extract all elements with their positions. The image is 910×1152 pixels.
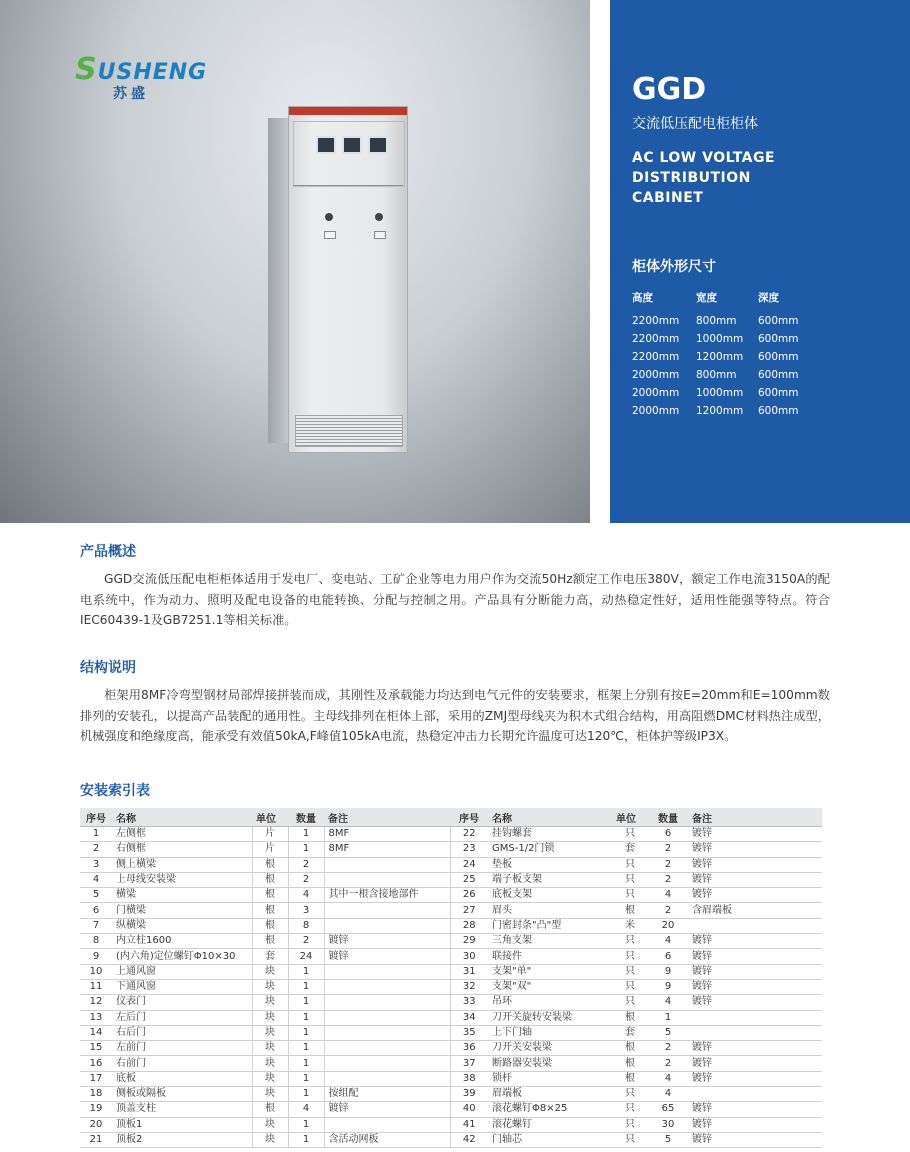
table-cell: 23 <box>450 842 488 857</box>
table-row <box>80 1102 822 1117</box>
table-cell: 14 <box>80 1025 112 1040</box>
table-cell: 1 <box>80 827 112 842</box>
table-cell: (内六角)定位螺钉Φ10×30 <box>112 949 252 964</box>
table-cell: 镀锌 <box>688 1132 822 1147</box>
table-cell: 10 <box>80 964 112 979</box>
table-cell: 镀锌 <box>688 1041 822 1056</box>
table-cell: 刀开关安装梁 <box>488 1041 612 1056</box>
dim-cell: 1200mm <box>696 405 744 417</box>
table-header-cell: 单位 <box>612 808 648 827</box>
table-cell: 根 <box>252 903 288 918</box>
dim-cell: 800mm <box>696 315 737 327</box>
table-cell <box>324 857 450 872</box>
table-row <box>80 1071 822 1086</box>
table-cell: 镀锌 <box>324 1102 450 1117</box>
dim-header-depth: 深度 <box>758 292 779 304</box>
overview-title: 产品概述 <box>80 544 136 560</box>
table-cell: 25 <box>450 872 488 887</box>
table-cell: 含活动网板 <box>324 1132 450 1147</box>
table-cell: 只 <box>612 964 648 979</box>
table-header-cell: 备注 <box>324 808 450 827</box>
table-cell: 2 <box>80 842 112 857</box>
cabinet-illustration <box>288 106 408 453</box>
table-cell: 9 <box>80 949 112 964</box>
table-row <box>80 1056 822 1071</box>
table-cell: 联接件 <box>488 949 612 964</box>
table-cell: 只 <box>612 949 648 964</box>
table-cell: 块 <box>252 964 288 979</box>
table-cell: 1 <box>288 842 324 857</box>
install-index-table <box>80 808 822 1148</box>
table-cell: GMS-1/2门锁 <box>488 842 612 857</box>
table-cell <box>688 1087 822 1102</box>
table-cell: 镀锌 <box>688 872 822 887</box>
dim-cell: 2000mm <box>632 387 680 399</box>
table-cell: 只 <box>612 1117 648 1132</box>
table-cell: 18 <box>80 1087 112 1102</box>
table-cell: 4 <box>648 1071 688 1086</box>
table-cell: 4 <box>648 934 688 949</box>
table-cell: 上通风窗 <box>112 964 252 979</box>
table-cell: 端子板支架 <box>488 872 612 887</box>
table-cell: 2 <box>648 903 688 918</box>
index-table-title: 安装索引表 <box>80 783 150 799</box>
table-cell: 2 <box>648 857 688 872</box>
model-subtitle-en: AC LOW VOLTAGE DISTRIBUTION CABINET <box>632 150 776 206</box>
table-cell: 5 <box>80 888 112 903</box>
table-cell: 3 <box>288 903 324 918</box>
dim-cell: 2200mm <box>632 333 680 345</box>
table-cell: 块 <box>252 1117 288 1132</box>
table-cell: 片 <box>252 842 288 857</box>
model-title: GGD <box>632 72 707 107</box>
table-cell: 镀锌 <box>688 1102 822 1117</box>
table-cell: 根 <box>252 872 288 887</box>
table-cell: 1 <box>288 1087 324 1102</box>
table-cell: 刀开关旋转安装梁 <box>488 1010 612 1025</box>
table-cell: 套 <box>252 949 288 964</box>
table-cell: 镀锌 <box>688 949 822 964</box>
table-cell: 下通风窗 <box>112 979 252 994</box>
table-cell: 镀锌 <box>688 857 822 872</box>
table-row <box>80 964 822 979</box>
dim-cell: 1000mm <box>696 387 744 399</box>
table-cell: 镀锌 <box>688 842 822 857</box>
table-cell: 根 <box>252 934 288 949</box>
table-cell <box>324 1117 450 1132</box>
table-cell: 块 <box>252 995 288 1010</box>
table-cell: 左后门 <box>112 1010 252 1025</box>
table-cell: 4 <box>648 888 688 903</box>
table-cell <box>324 1041 450 1056</box>
table-cell: 纵横梁 <box>112 918 252 933</box>
table-cell <box>324 1056 450 1071</box>
table-cell: 41 <box>450 1117 488 1132</box>
dim-cell: 1000mm <box>696 333 744 345</box>
table-cell: 内立柱1600 <box>112 934 252 949</box>
table-header-cell: 名称 <box>488 808 612 827</box>
table-cell: 1 <box>648 1010 688 1025</box>
table-cell: 支架"单" <box>488 964 612 979</box>
table-cell: 右前门 <box>112 1056 252 1071</box>
structure-text: 柜架用8MF冷弯型钢材局部焊接拼装而成，其刚性及承载能力均达到电气元件的安装要求，框架上分别有按E=20mm和E=100mm数排列的安装孔，以提高产品装配的通用性。主母线排列在柜体上部，采用的ZMJ型母线夹为积木式组合结构，用高阻燃DMC材料热注成型，机械强度和绝缘度高，能承受有效值50kA,F峰值105kA电流，热稳定冲击力长期允许温度可达120℃，柜体护等级IP3X。 <box>80 688 830 743</box>
table-header-cell: 备注 <box>688 808 822 827</box>
table-cell: 底板支架 <box>488 888 612 903</box>
company-logo: SUSHENG 苏盛 <box>75 52 208 102</box>
dim-cell: 600mm <box>758 333 799 345</box>
table-cell: 块 <box>252 1132 288 1147</box>
table-cell: 顶板2 <box>112 1132 252 1147</box>
table-cell: 6 <box>80 903 112 918</box>
table-cell: 1 <box>288 1056 324 1071</box>
table-cell: 根 <box>252 918 288 933</box>
table-cell: 顶盖支柱 <box>112 1102 252 1117</box>
dim-cell: 2000mm <box>632 369 680 381</box>
table-cell <box>324 1010 450 1025</box>
table-cell: 8MF <box>324 842 450 857</box>
table-cell: 只 <box>612 934 648 949</box>
table-cell: 门横梁 <box>112 903 252 918</box>
table-cell: 22 <box>450 827 488 842</box>
table-cell: 米 <box>612 918 648 933</box>
table-cell: 根 <box>252 1102 288 1117</box>
table-cell: 只 <box>612 857 648 872</box>
table-row <box>80 949 822 964</box>
dim-cell: 1200mm <box>696 351 744 363</box>
table-cell: 8 <box>288 918 324 933</box>
table-cell: 右后门 <box>112 1025 252 1040</box>
model-subtitle-cn: 交流低压配电柜柜体 <box>632 116 758 132</box>
table-row <box>80 1117 822 1132</box>
table-cell <box>324 995 450 1010</box>
table-header-cell: 数量 <box>288 808 324 827</box>
table-cell: 1 <box>288 1132 324 1147</box>
table-cell: 镀锌 <box>688 1071 822 1086</box>
table-cell <box>324 872 450 887</box>
dim-cell: 2200mm <box>632 351 680 363</box>
table-cell: 34 <box>450 1010 488 1025</box>
dim-cell: 800mm <box>696 369 737 381</box>
table-cell: 1 <box>288 1071 324 1086</box>
table-cell: 17 <box>80 1071 112 1086</box>
table-cell: 27 <box>450 903 488 918</box>
table-row <box>80 857 822 872</box>
table-cell: 24 <box>288 949 324 964</box>
table-row <box>80 842 822 857</box>
table-cell <box>324 964 450 979</box>
table-cell: 20 <box>648 918 688 933</box>
table-cell: 35 <box>450 1025 488 1040</box>
table-cell: 31 <box>450 964 488 979</box>
table-row <box>80 903 822 918</box>
table-row <box>80 1025 822 1040</box>
table-cell: 13 <box>80 1010 112 1025</box>
table-cell <box>324 1071 450 1086</box>
table-row <box>80 1041 822 1056</box>
table-cell: 19 <box>80 1102 112 1117</box>
table-cell: 门密封条"凸"型 <box>488 918 612 933</box>
table-cell: 2 <box>648 842 688 857</box>
table-cell: 2 <box>288 872 324 887</box>
table-row <box>80 934 822 949</box>
table-cell: 1 <box>288 979 324 994</box>
table-cell: 9 <box>648 979 688 994</box>
table-cell: 11 <box>80 979 112 994</box>
table-cell: 镀锌 <box>688 964 822 979</box>
table-header-cell: 序号 <box>450 808 488 827</box>
table-cell: 42 <box>450 1132 488 1147</box>
table-cell: 32 <box>450 979 488 994</box>
table-cell: 24 <box>450 857 488 872</box>
table-cell: 2 <box>648 1041 688 1056</box>
table-cell: 根 <box>612 1041 648 1056</box>
table-cell: 块 <box>252 1025 288 1040</box>
table-cell: 根 <box>252 857 288 872</box>
table-cell: 4 <box>80 872 112 887</box>
table-row <box>80 1087 822 1102</box>
table-cell: 挂钩螺套 <box>488 827 612 842</box>
table-cell <box>324 1025 450 1040</box>
table-cell: 40 <box>450 1102 488 1117</box>
table-cell: 按组配 <box>324 1087 450 1102</box>
table-cell <box>688 1025 822 1040</box>
table-cell: 根 <box>612 1071 648 1086</box>
table-cell: 1 <box>288 1117 324 1132</box>
table-cell: 三角支架 <box>488 934 612 949</box>
table-cell: 底板 <box>112 1071 252 1086</box>
table-cell <box>324 918 450 933</box>
table-cell: 1 <box>288 1025 324 1040</box>
table-cell: 门轴芯 <box>488 1132 612 1147</box>
table-cell: 只 <box>612 1102 648 1117</box>
dim-cell: 600mm <box>758 351 799 363</box>
table-cell <box>688 1010 822 1025</box>
table-cell: 镀锌 <box>688 995 822 1010</box>
table-cell <box>324 903 450 918</box>
table-cell: 2 <box>288 857 324 872</box>
table-cell: 断路器安装梁 <box>488 1056 612 1071</box>
table-cell: 根 <box>612 903 648 918</box>
dim-cell: 2000mm <box>632 405 680 417</box>
table-cell: 26 <box>450 888 488 903</box>
table-cell: 1 <box>288 995 324 1010</box>
table-cell: 滚花螺钉Φ8×25 <box>488 1102 612 1117</box>
table-cell: 7 <box>80 918 112 933</box>
table-cell: 含眉端板 <box>688 903 822 918</box>
table-cell: 29 <box>450 934 488 949</box>
product-info-panel <box>610 0 910 523</box>
table-cell: 顶板1 <box>112 1117 252 1132</box>
table-cell: 只 <box>612 888 648 903</box>
table-cell: 39 <box>450 1087 488 1102</box>
table-cell: 36 <box>450 1041 488 1056</box>
table-header-cell: 名称 <box>112 808 252 827</box>
table-row <box>80 995 822 1010</box>
table-cell: 镀锌 <box>688 979 822 994</box>
table-cell: 28 <box>450 918 488 933</box>
table-cell: 根 <box>612 1010 648 1025</box>
table-cell: 套 <box>612 1025 648 1040</box>
dim-header-height: 高度 <box>632 292 653 304</box>
table-cell: 左前门 <box>112 1041 252 1056</box>
table-cell: 2 <box>288 934 324 949</box>
table-cell: 4 <box>648 995 688 1010</box>
table-cell: 镀锌 <box>688 888 822 903</box>
table-cell: 吊环 <box>488 995 612 1010</box>
table-cell <box>688 918 822 933</box>
table-cell: 30 <box>450 949 488 964</box>
table-cell: 9 <box>648 964 688 979</box>
table-cell: 块 <box>252 1087 288 1102</box>
table-cell: 20 <box>80 1117 112 1132</box>
table-cell: 镀锌 <box>688 934 822 949</box>
table-cell: 只 <box>612 872 648 887</box>
table-cell: 3 <box>80 857 112 872</box>
table-cell: 镀锌 <box>324 949 450 964</box>
table-cell: 21 <box>80 1132 112 1147</box>
table-cell: 锁杆 <box>488 1071 612 1086</box>
table-cell: 33 <box>450 995 488 1010</box>
table-cell: 块 <box>252 1041 288 1056</box>
table-cell: 眉头 <box>488 903 612 918</box>
table-cell: 块 <box>252 1071 288 1086</box>
table-cell: 1 <box>288 1041 324 1056</box>
table-row <box>80 888 822 903</box>
product-photo <box>0 0 590 523</box>
table-cell: 只 <box>612 1087 648 1102</box>
table-cell <box>324 979 450 994</box>
table-cell: 根 <box>612 1056 648 1071</box>
table-cell: 1 <box>288 1010 324 1025</box>
table-cell: 眉端板 <box>488 1087 612 1102</box>
table-cell: 1 <box>288 964 324 979</box>
table-cell: 5 <box>648 1025 688 1040</box>
table-cell: 右侧框 <box>112 842 252 857</box>
table-cell: 1 <box>288 827 324 842</box>
table-cell: 镀锌 <box>688 827 822 842</box>
dim-header-width: 宽度 <box>696 292 717 304</box>
table-cell: 块 <box>252 979 288 994</box>
table-cell: 只 <box>612 1132 648 1147</box>
table-cell: 8MF <box>324 827 450 842</box>
table-cell: 侧板或隔板 <box>112 1087 252 1102</box>
table-cell: 块 <box>252 1010 288 1025</box>
table-cell: 其中一根含接地部件 <box>324 888 450 903</box>
table-row <box>80 827 822 842</box>
table-cell: 套 <box>612 842 648 857</box>
table-cell: 片 <box>252 827 288 842</box>
table-row <box>80 918 822 933</box>
table-row <box>80 1010 822 1025</box>
table-cell: 只 <box>612 827 648 842</box>
table-cell: 上母线安装梁 <box>112 872 252 887</box>
table-cell: 5 <box>648 1132 688 1147</box>
table-cell: 37 <box>450 1056 488 1071</box>
table-row <box>80 979 822 994</box>
table-cell: 垫板 <box>488 857 612 872</box>
table-row <box>80 1132 822 1147</box>
table-cell: 16 <box>80 1056 112 1071</box>
table-cell: 6 <box>648 827 688 842</box>
table-cell: 30 <box>648 1117 688 1132</box>
table-cell: 2 <box>648 872 688 887</box>
table-cell: 滚花螺钉 <box>488 1117 612 1132</box>
table-header-cell: 单位 <box>252 808 288 827</box>
table-row <box>80 872 822 887</box>
table-cell: 左侧框 <box>112 827 252 842</box>
table-cell: 8 <box>80 934 112 949</box>
table-cell: 根 <box>252 888 288 903</box>
cabinet-side-panel <box>268 118 288 443</box>
table-cell: 镀锌 <box>324 934 450 949</box>
dim-cell: 600mm <box>758 315 799 327</box>
table-cell: 12 <box>80 995 112 1010</box>
structure-title: 结构说明 <box>80 660 136 676</box>
table-cell: 块 <box>252 1056 288 1071</box>
dim-cell: 600mm <box>758 405 799 417</box>
table-cell: 横梁 <box>112 888 252 903</box>
table-cell: 4 <box>288 888 324 903</box>
dim-cell: 600mm <box>758 387 799 399</box>
table-cell: 支架"双" <box>488 979 612 994</box>
table-cell: 仪表门 <box>112 995 252 1010</box>
table-cell: 2 <box>648 1056 688 1071</box>
table-cell: 上下门轴 <box>488 1025 612 1040</box>
dim-cell: 2200mm <box>632 315 680 327</box>
table-cell: 镀锌 <box>688 1056 822 1071</box>
table-header-cell: 数量 <box>648 808 688 827</box>
table-cell: 4 <box>288 1102 324 1117</box>
table-cell: 镀锌 <box>688 1117 822 1132</box>
table-cell: 只 <box>612 995 648 1010</box>
table-cell: 15 <box>80 1041 112 1056</box>
table-cell: 38 <box>450 1071 488 1086</box>
table-header-cell: 序号 <box>80 808 112 827</box>
table-cell: 4 <box>648 1087 688 1102</box>
table-cell: 6 <box>648 949 688 964</box>
dim-cell: 600mm <box>758 369 799 381</box>
table-cell: 侧上横梁 <box>112 857 252 872</box>
table-cell: 只 <box>612 979 648 994</box>
dimensions-title: 柜体外形尺寸 <box>632 259 716 275</box>
table-cell: 65 <box>648 1102 688 1117</box>
overview-text: GGD交流低压配电柜柜体适用于发电厂、变电站、工矿企业等电力用户作为交流50Hz额定工作电压380V，额定工作电流3150A的配电系统中，作为动力、照明及配电设备的电能转换、分配与控制之用。产品具有分断能力高，动热稳定性好，适用性能强等特点。符合IEC60439-1及GB7251.1等相关标准。 <box>80 572 830 627</box>
